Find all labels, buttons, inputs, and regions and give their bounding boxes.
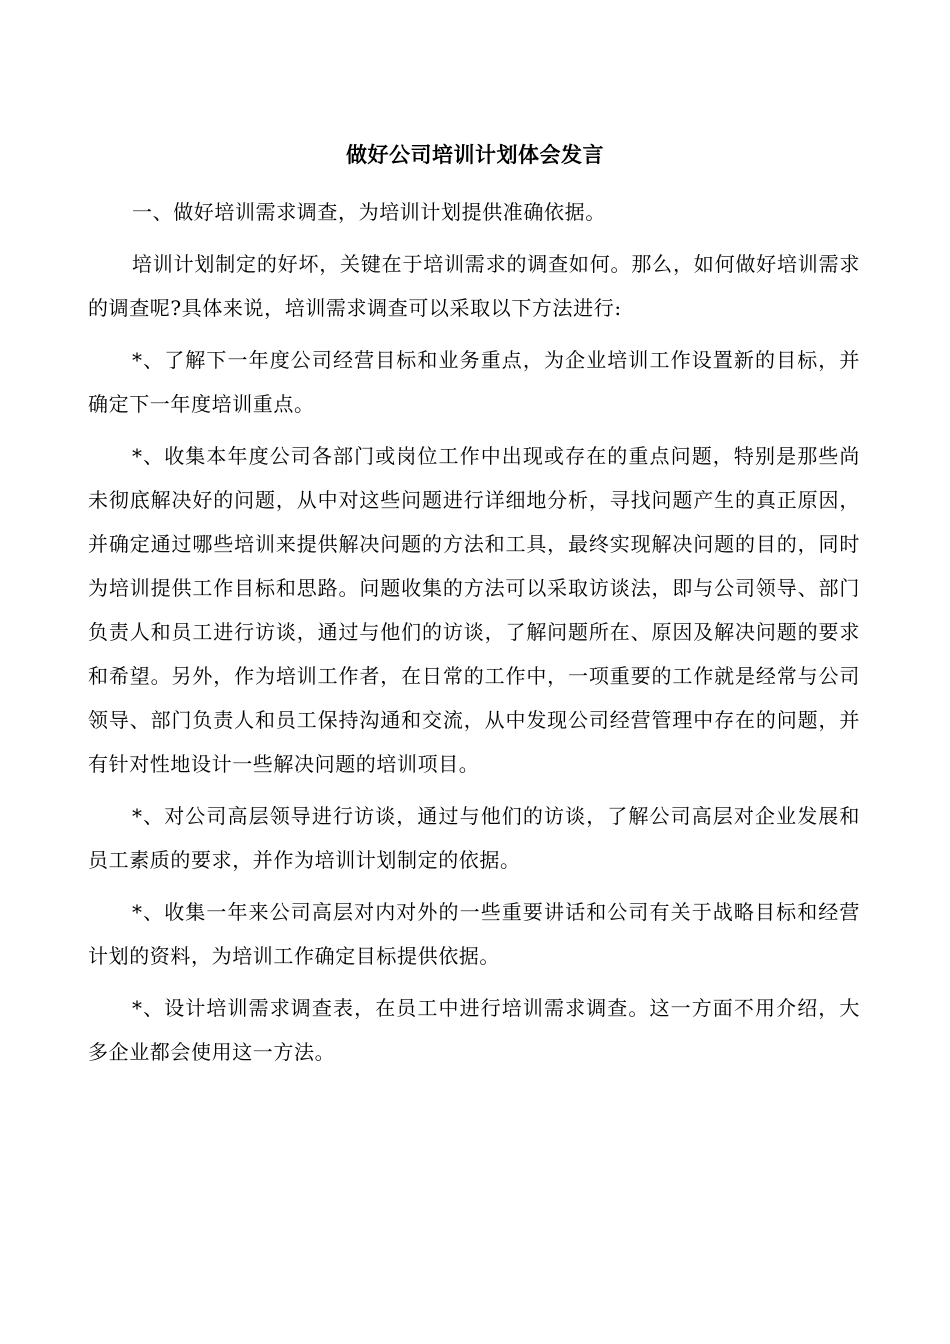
paragraph-section-heading: 一、做好培训需求调查，为培训计划提供准确依据。 xyxy=(132,200,606,224)
paragraph-item-2: *、收集本年度公司各部门或岗位工作中出现或存在的重点问题，特别是那些尚未彻底解决好的问题，从中对这些问题进行详细地分析，寻找问题产生的真正原因，并确定通过哪些培训来提供解决问题的方法和工具，最终实现解决问题的目的，同时为培训提供工作目标和思路。问题收集的方法可以采取访谈法，即与公司领导、部门负责人和员工进行访谈，通过与他们的访谈，了解问题所在、原因及解决问题的要求和希望。另外，作为培训工作者，在日常的工作中，一项重要的工作就是经常与公司领导、部门负责人和员工保持沟通和交流，从中发现公司经营管理中存在的问题，并有针对性地设计一些解决问题的培训项目。 xyxy=(88,444,860,776)
paragraph-item-1: *、了解下一年度公司经营目标和业务重点，为企业培训工作设置新的目标，并确定下一年度培训重点。 xyxy=(88,348,860,416)
document-title: 做好公司培训计划体会发言 xyxy=(346,142,604,167)
paragraph-item-5: *、设计培训需求调查表，在员工中进行培训需求调查。这一方面不用介绍，大多企业都会使用这一方法。 xyxy=(88,996,860,1064)
paragraph-item-4: *、收集一年来公司高层对内对外的一些重要讲话和公司有关于战略目标和经营计划的资料，为培训工作确定目标提供依据。 xyxy=(88,900,860,968)
document-body xyxy=(88,190,860,1082)
paragraph-intro: 培训计划制定的好坏，关键在于培训需求的调查如何。那么，如何做好培训需求的调查呢?具体来说，培训需求调查可以采取以下方法进行: xyxy=(88,252,860,320)
paragraph-item-3: *、对公司高层领导进行访谈，通过与他们的访谈，了解公司高层对企业发展和员工素质的要求，并作为培训计划制定的依据。 xyxy=(88,804,860,872)
